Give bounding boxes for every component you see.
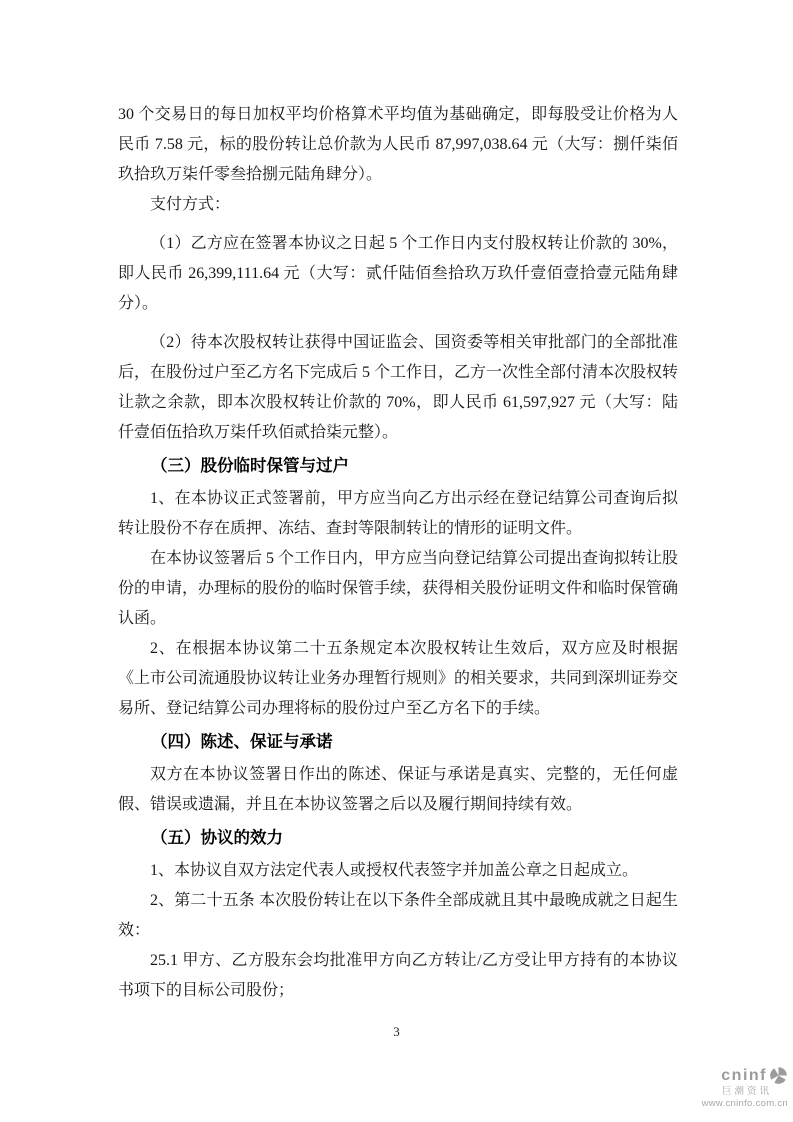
paragraph: 1、在本协议正式签署前，甲方应当向乙方出示经在登记结算公司查询后拟转让股份不存在质押、冻结、查封等限制转让的情形的证明文件。: [118, 490, 678, 537]
page-footer: [0, 1023, 793, 1041]
paragraph: （1）乙方应在签署本协议之日起 5 个工作日内支付股权转让价款的 30%，即人民币 26,399,111.64 元（大写：贰仟陆佰叁拾玖万玖仟壹佰壹拾壹元陆角肆分）。: [118, 235, 678, 312]
cninfo-url: www.cninfo.com.cn: [701, 1097, 788, 1109]
paragraph: 在本协议签署后 5 个工作日内，甲方应当向登记结算公司提出查询拟转让股份的申请，办理标的股份的临时保管手续，获得相关股份证明文件和临时保管确认函。: [118, 550, 679, 627]
paragraph: 1、本协议自双方法定代表人或授权代表签字并加盖公章之日起成立。: [150, 862, 639, 879]
page-number: 3: [393, 1024, 400, 1039]
section-heading: （五）协议的效力: [151, 829, 283, 847]
cninfo-brand-name: 巨潮资讯: [721, 1086, 772, 1097]
section-heading: （四）陈述、保证与承诺: [151, 733, 333, 751]
paragraph: 25.1 甲方、乙方股东会均批准甲方向乙方转让/乙方受让甲方持有的本协议书项下的目标公司股份；: [118, 952, 678, 999]
section-heading: （三）股份临时保管与过户: [151, 457, 349, 475]
paragraph: 30 个交易日的每日加权平均价格算术平均值为基础确定，即每股受让价格为人民币 7.58 元，标的股份转让总价款为人民币 87,997,038.64 元（大写：捌仟柒佰玖拾玖万柒仟零叁拾捌元陆角肆分）。: [118, 106, 678, 183]
paragraph: 2、第二十五条 本次股份转让在以下条件全部成就且其中最晚成就之日起生效：: [118, 892, 678, 939]
paragraph: 支付方式：: [150, 196, 231, 213]
cninfo-logo-text: cninf: [721, 1066, 767, 1084]
paragraph: 2、在根据本协议第二十五条规定本次股权转让生效后，双方应及时根据《上市公司流通股协议转让业务办理暂行规则》的相关要求，共同到深圳证券交易所、登记结算公司办理将标的股份过户至乙方名下的手续。: [118, 640, 679, 717]
paragraph: 双方在本协议签署日作出的陈述、保证与承诺是真实、完整的，无任何虚假、错误或遗漏，并且在本协议签署之后以及履行期间持续有效。: [118, 766, 678, 813]
cninfo-swirl-icon: [769, 1066, 788, 1085]
paragraph: （2）待本次股权转让获得中国证监会、国资委等相关审批部门的全部批准后，在股份过户至乙方名下完成后 5 个工作日，乙方一次性全部付清本次股权转让款之余款，即本次股权转让价款的 70%，即人民币 61,597,927 元（大写：陆仟壹佰伍拾玖万柒仟玖佰贰拾柒元整）。: [118, 334, 679, 441]
document-body: [118, 100, 678, 1006]
cninfo-logo-row: [702, 1066, 788, 1085]
cninfo-logo: [702, 1066, 788, 1108]
